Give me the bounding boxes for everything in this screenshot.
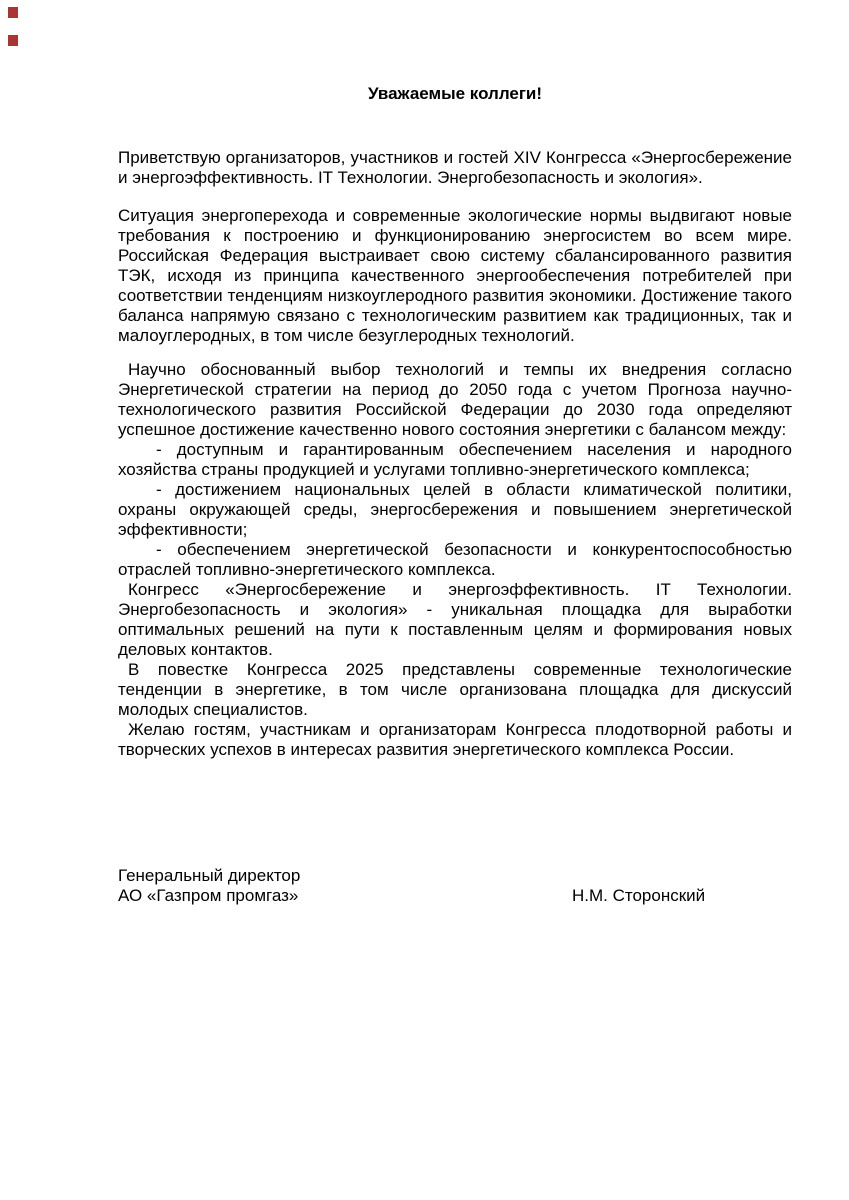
paragraph-strategy: Научно обоснованный выбор технологий и темпы их внедрения согласно Энергетической стратегии на период до 2050 года с учетом Прогноза научно-технологического развития Российской Федерации до 2030 года определяют успешное достижение качественно нового состояния энергетики с балансом между:: [118, 360, 792, 439]
signature-name: Н.М. Сторонский: [572, 886, 706, 905]
list-item-security: - обеспечением энергетической безопасности и конкурентоспособностью отраслей топливно-энергетического комплекса.: [118, 540, 792, 579]
corner-mark: [8, 7, 18, 18]
corner-mark: [8, 35, 18, 46]
signature-role-line2: АО «Газпром промгаз»: [118, 886, 299, 905]
paragraph-congress-platform: Конгресс «Энергосбережение и энергоэффективность. IT Технологии. Энергобезопасность и экология» - уникальная площадка для выработки оптимальных решений на пути к поставленным целям и формирования новых деловых контактов.: [118, 580, 792, 659]
letter-body: [118, 84, 792, 906]
signature-role-line1: Генеральный директор: [118, 866, 301, 885]
paragraph-greeting: Приветствую организаторов, участников и гостей XIV Конгресса «Энергосбережение и энергоэффективность. IT Технологии. Энергобезопасность и экология».: [118, 148, 792, 187]
paragraph-agenda-2025: В повестке Конгресса 2025 представлены современные технологические тенденции в энергетике, в том числе организована площадка для дискуссий молодых специалистов.: [118, 660, 792, 719]
paragraph-energy-transition: Ситуация энергоперехода и современные экологические нормы выдвигают новые требования к построению и функционированию энергосистем во всем мире. Российская Федерация выстраивает свою систему сбалансированного развития ТЭК, исходя из принципа качественного энергообеспечения потребителей при соответствии тенденциям низкоуглеродного развития экономики. Достижение такого баланса напрямую связано с технологическим развитием как традиционных, так и малоуглеродных, в том числе безуглеродных технологий.: [118, 206, 792, 345]
list-item-supply: - доступным и гарантированным обеспечением населения и народного хозяйства страны продукцией и услугами топливно-энергетического комплекса;: [118, 440, 792, 479]
list-item-climate-goals: - достижением национальных целей в области климатической политики, охраны окружающей среды, энергосбережения и повышением энергетической эффективности;: [118, 480, 792, 539]
paragraph-wishes: Желаю гостям, участникам и организаторам Конгресса плодотворной работы и творческих успехов в интересах развития энергетического комплекса России.: [118, 720, 792, 759]
signature-row: [118, 886, 792, 906]
letter-title: Уважаемые коллеги!: [367, 84, 543, 103]
signature-block: [118, 866, 792, 906]
